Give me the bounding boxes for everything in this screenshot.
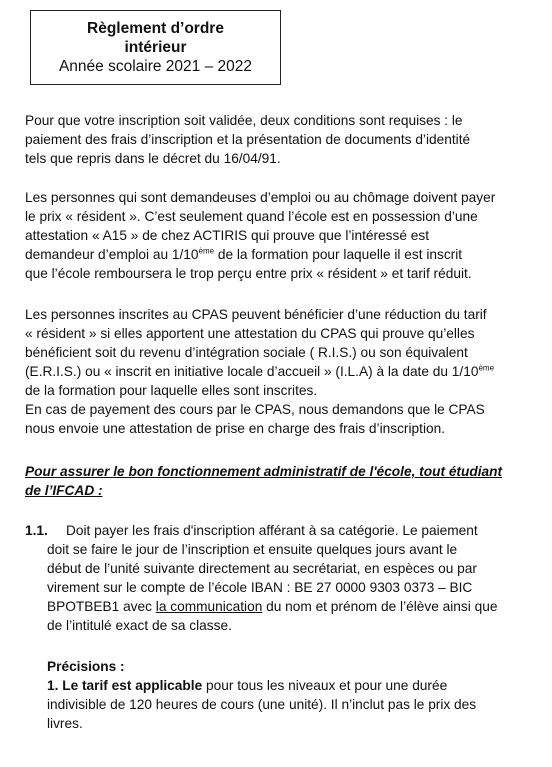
text-line: paiement des frais d’inscription et la présentation de documents d’identité <box>25 132 471 147</box>
paragraph-cpas <box>25 305 540 438</box>
text-line: de la formation pour laquelle elles sont inscrites. <box>25 383 318 398</box>
title-line-1: Règlement d’ordre <box>87 20 224 37</box>
text-line: livres. <box>47 716 83 731</box>
school-year: Année scolaire 2021 – 2022 <box>58 58 253 75</box>
text-line: nous envoie une attestation de prise en charge des frais d’inscription. <box>25 421 446 436</box>
text-line <box>47 597 542 616</box>
text-line: que l’école remboursera le trop perçu entre prix « résident » et tarif réduit. <box>25 266 472 281</box>
item-number: 1.1. <box>25 523 48 538</box>
text-line: Doit payer les frais d'inscription afférant à sa catégorie. Le paiement <box>66 523 478 538</box>
text-line: En cas de payement des cours par le CPAS, nous demandons que le CPAS <box>25 402 485 417</box>
text-line <box>47 676 542 695</box>
superscript: ème <box>198 246 215 256</box>
paragraph-registration-conditions <box>25 111 540 168</box>
precisions-heading: Précisions : <box>47 659 125 674</box>
text-line: indivisible de 120 heures de cours (une unité). Il n’inclut pas le prix des <box>47 697 477 712</box>
text-line: attestation « A15 » de chez ACTIRIS qui prouve que l’intéressé est <box>25 228 430 243</box>
bold-text: 1. Le tarif est applicable <box>47 678 203 693</box>
text-line: tels que repris dans le décret du 16/04/91. <box>25 151 281 166</box>
text-line <box>25 245 540 264</box>
text-segment: du nom et prénom de l’élève ainsi que <box>262 599 498 614</box>
title-line-2: intérieur <box>124 39 187 56</box>
text-line: de l’intitulé exact de sa classe. <box>47 618 232 633</box>
text-line: début de l’unité suivante directement au secrétariat, en espèces ou par <box>47 561 477 576</box>
text-line: « résident » si elles apportent une attestation du CPAS qui prouve qu’elles <box>25 326 475 341</box>
text-line: Les personnes qui sont demandeuses d’emploi ou au chômage doivent payer <box>25 190 496 205</box>
paragraph-job-seekers <box>25 188 540 283</box>
text-line: bénéficient soit du revenu d’intégration sociale ( R.I.S.) ou son équivalent <box>25 345 468 360</box>
text-segment: demandeur d’emploi au 1/10 <box>25 247 199 262</box>
section-heading <box>25 462 540 500</box>
text-line: Pour que votre inscription soit validée, deux conditions sont requises : le <box>25 113 463 128</box>
text-segment: BPOTBEB1 avec <box>47 599 156 614</box>
text-line: virement sur le compte de l’école IBAN : BE 27 0000 9303 0373 – BIC <box>47 580 473 595</box>
text-segment: (E.R.I.S.) ou « inscrit en initiative locale d’accueil » (I.L.A) à la date du 1/10 <box>25 364 479 379</box>
text-line: doit se faire le jour de l’inscription et ensuite quelques jours avant le <box>47 542 458 557</box>
text-line: Les personnes inscrites au CPAS peuvent bénéficier d’une réduction du tarif <box>25 307 487 322</box>
heading-line: Pour assurer le bon fonctionnement administratif de l'école, tout étudiant <box>25 464 503 479</box>
heading-line: de l’IFCAD : <box>25 483 103 498</box>
text-segment: de la formation pour laquelle il est inscrit <box>214 247 463 262</box>
text-segment: pour tous les niveaux et pour une durée <box>202 678 448 693</box>
document-title-box <box>30 10 281 85</box>
item-payment-first-line <box>66 521 542 540</box>
superscript: ème <box>478 363 495 373</box>
precisions-section <box>47 657 542 733</box>
text-line: le prix « résident ». C’est seulement quand l’école est en possession d’une <box>25 209 478 224</box>
text-line <box>25 362 540 381</box>
item-payment-text <box>47 540 542 635</box>
underlined-text: la communication <box>155 599 263 614</box>
